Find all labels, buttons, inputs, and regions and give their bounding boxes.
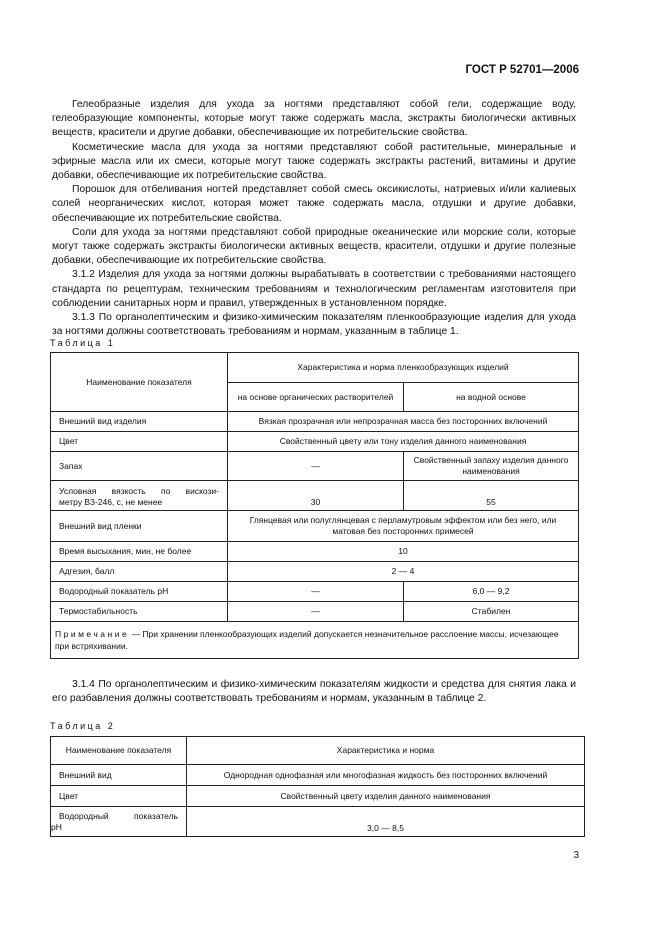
paragraph: Порошок для отбеливания ногтей представляет собой смесь оксикислоты, натриевых и/или калиевых солей неорганических кислот, которая может также содержать масла, отдушки и другие добавки, обеспечивающие их потребительские свойства. [52,184,576,224]
body-text-2 [52,678,576,706]
table-cell-line: метру ВЗ-246, с, не менее [59,497,163,507]
table-cell [51,481,228,511]
table-cell: Цвет [51,786,187,807]
document-header: ГОСТ Р 52701—2006 [465,64,579,76]
note-label: Примечание [55,629,130,639]
table-cell: — [228,452,404,481]
paragraph: 3.1.4 По органолептическим и физико-химическим показателям жидкости и средства для снятия лака и его разбавления должны соответствовать требованиям и нормам, указанным в таблице 2. [52,679,576,705]
table-header-cell: Характеристика и норма пленкообразующих изделий [228,353,579,383]
table-cell: Свойственный запаху изделия данного наименования [404,452,579,481]
table-cell: Внешний вид [51,765,187,786]
paragraph: Косметические масла для ухода за ногтями представляют собой растительные, минеральные и эфирные масла или их смеси, которые могут также содержать экстракты растений, витамины и другие добавки, обеспечивающие их потребительские свойства. [52,141,576,182]
table-cell-line: Условная вязкость по вискози- [59,486,219,496]
paragraph: 3.1.3 По органолептическим и физико-химическим показателям пленкообразующие изделия для ухода за ногтями должны соответствовать требованиям и нормам, указанным в таблице 1. [52,312,576,338]
table-cell: — [228,602,404,622]
page-number: 3 [573,850,579,861]
table-cell: 10 [228,542,579,562]
table-cell: — [228,582,404,602]
table-header-cell: на водной основе [404,383,579,412]
table-cell-line: рН [51,821,62,832]
paragraph: Соли для ухода за ногтями представляют собой природные океанические или морские соли, которые могут также содержать экстракты биологически активных веществ, красители, отдушки и другие полезные добавки, обеспечивающие их потребительские свойства. [52,226,576,267]
table-cell: Вязкая прозрачная или непрозрачная масса без посторонних включений [228,412,579,432]
table-cell: 6,0 — 9,2 [404,582,579,602]
table-cell: Глянцевая или полуглянцевая с перламутровым эффектом или без него, или матовая без посторонних примесей [228,511,579,542]
table-caption: Таблица 1 [50,338,116,348]
table-cell: 2 — 4 [228,562,579,582]
table-cell: Цвет [51,432,228,452]
table-cell: Внешний вид изделия [51,412,228,432]
table-note [51,622,579,659]
note-text: — При хранении пленкообразующих изделий допускается незначительное расслоение массы, исчезающее при встряхивании. [55,629,559,651]
table-cell: Запах [51,452,228,481]
table-cell: Однородная однофазная или многофазная жидкость без посторонних включений [187,765,585,786]
table-cell-line: Водородный показатель [59,810,178,821]
table-header-cell: Наименование показателя [51,353,228,412]
table-cell: Стабилен [404,602,579,622]
table-header-cell: на основе органических растворителей [228,383,404,412]
table-header-cell: Наименование показателя [51,737,187,765]
table-caption: Таблица 2 [50,721,116,731]
table-cell: 30 [228,481,404,511]
table-header-cell: Характеристика и норма [187,737,585,765]
table-2 [50,736,585,837]
table-cell: 55 [404,481,579,511]
paragraph: Гелеобразные изделия для ухода за ногтями представляют собой гели, содержащие воду, гелеобразующие компоненты, которые могут также содержать масла, экстракты биологически активных веществ, красители и другие добавки, обеспечивающие их потребительские свойства. [52,99,576,139]
body-text [52,98,576,339]
table-cell [51,807,187,837]
table-cell: Свойственный цвету изделия данного наименования [187,786,585,807]
table-cell: Внешний вид пленки [51,511,228,542]
table-cell: Термостабильность [51,602,228,622]
table-cell: Адгезия, балл [51,562,228,582]
table-cell: 3,0 — 8,5 [187,807,585,837]
table-cell: Время высыхания, мин, не более [51,542,228,562]
table-cell: Свойственный цвету или тону изделия данного наименования [228,432,579,452]
paragraph: 3.1.2 Изделия для ухода за ногтями должны вырабатывать в соответствии с требованиями настоящего стандарта по рецептурам, техническим требованиям и технологическим регламентам изготовителя при соблюдении санитарных норм и правил, утвержденных в установленном порядке. [52,269,576,309]
table-cell: Водородный показатель рН [51,582,228,602]
table-1 [50,352,579,659]
